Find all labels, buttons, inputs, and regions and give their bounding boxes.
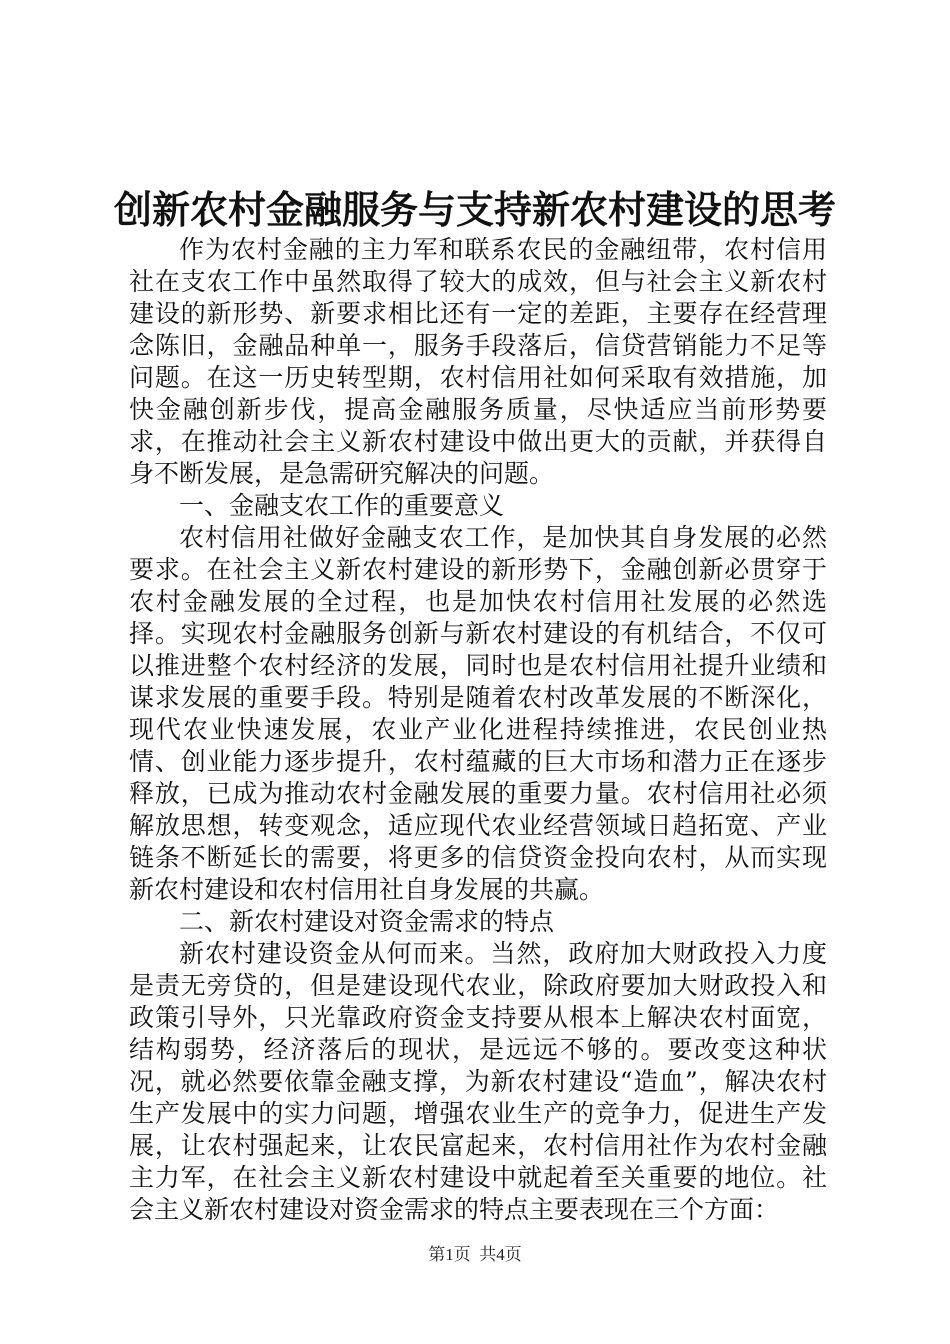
paragraph-intro: 作为农村金融的主力军和联系农民的金融纽带，农村信用社在支农工作中虽然取得了较大的成效，但与社会主义新农村建设的新形势、新要求相比还有一定的差距，主要存在经营理念陈旧，金融品种单一，服务手段落后，信贷营销能力不足等问题。在这一历史转型期，农村信用社如何采取有效措施，加快金融创新步伐，提高金融服务质量，尽快适应当前形势要求，在推动社会主义新农村建设中做出更大的贡献，并获得自身不断发展，是急需研究解决的问题。 (129, 235, 827, 488)
section-heading-1: 一、金融支农工作的重要意义 (179, 491, 505, 520)
paragraph-section-2: 新农村建设资金从何而来。当然，政府加大财政投入力度是责无旁贷的，但是建设现代农业，除政府要加大财政投入和政策引导外，只光靠政府资金支持要从根本上解决农村面宽，结构弱势，经济落后的现状，是远远不够的。要改变这种状况，就必然要依靠金融支撑，为新农村建设“造血”，解决农村生产发展中的实力问题，增强农业生产的竞争力，促进生产发展，让农村强起来，让农民富起来，农村信用社作为农村金融主力军，在社会主义新农村建设中就起着至关重要的地位。社会主义新农村建设对资金需求的特点主要表现在三个方面： (129, 939, 827, 1224)
page-footer (0, 1244, 950, 1266)
footer-gap (471, 1245, 480, 1264)
document-body (129, 234, 827, 1226)
section-heading-2: 二、新农村建设对资金需求的特点 (179, 907, 555, 936)
page-total: 共4页 (479, 1245, 522, 1264)
page-number: 第1页 (428, 1245, 471, 1264)
paragraph-section-1: 农村信用社做好金融支农工作，是加快其自身发展的必然要求。在社会主义新农村建设的新形势下，金融创新必贯穿于农村金融发展的全过程，也是加快农村信用社发展的必然选择。实现农村金融服务创新与新农村建设的有机结合，不仅可以推进整个农村经济的发展，同时也是农村信用社提升业绩和谋求发展的重要手段。特别是随着农村改革发展的不断深化，现代农业快速发展，农业产业化进程持续推进，农民创业热情、创业能力逐步提升，农村蕴藏的巨大市场和潜力正在逐步释放，已成为推动农村金融发展的重要力量。农村信用社必须解放思想，转变观念，适应现代农业经营领域日趋拓宽、产业链条不断延长的需要，将更多的信贷资金投向农村，从而实现新农村建设和农村信用社自身发展的共赢。 (129, 523, 827, 904)
document-title: 创新农村金融服务与支持新农村建设的思考 (113, 187, 836, 232)
